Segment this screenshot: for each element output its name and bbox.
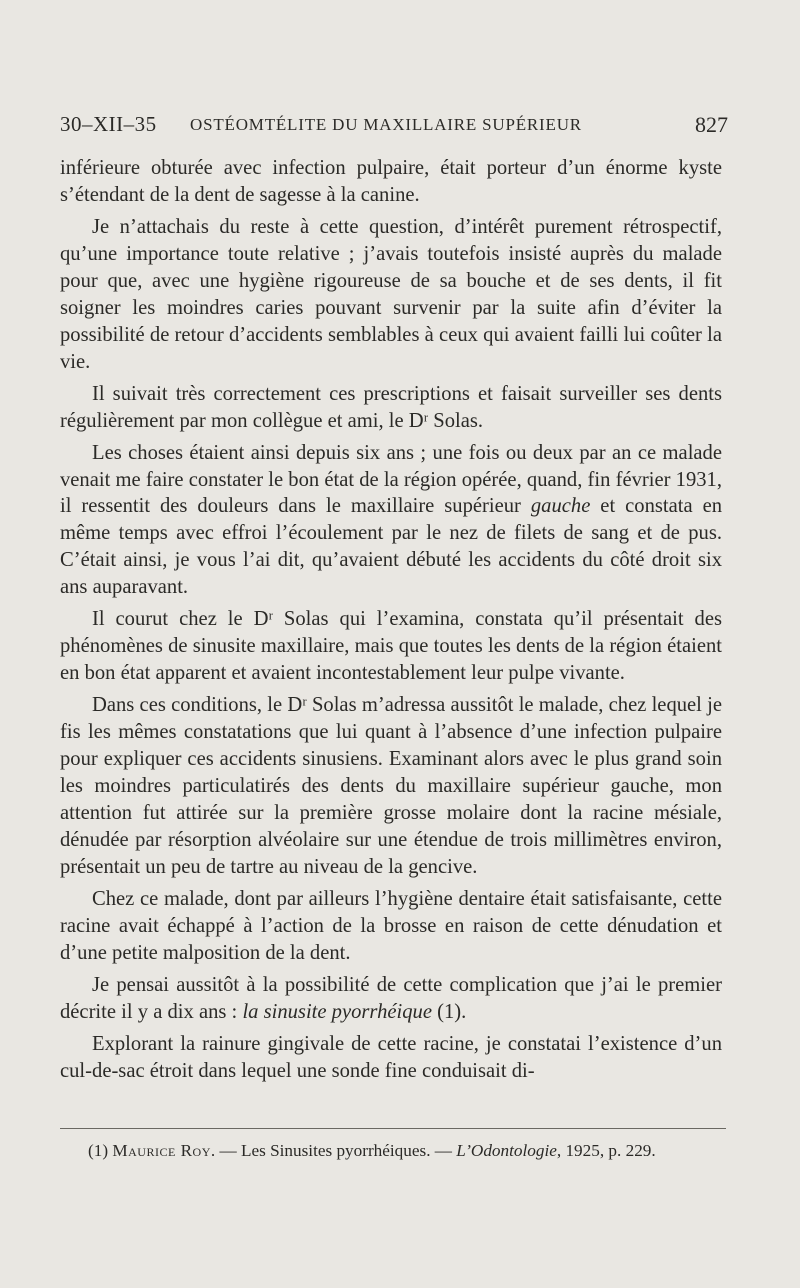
paragraph-text: Les choses étaient ainsi depuis six ans ; une fois ou deux par an ce malade venait me faire constater le bon état de la région opérée, quand, fin février 1931, il ressentit des douleurs dans le maxillaire supérieur bbox=[60, 441, 722, 518]
header-title: OSTÉOMTÉLITE DU MAXILLAIRE SUPÉRIEUR bbox=[190, 115, 582, 134]
running-header bbox=[60, 112, 728, 140]
paragraph-text: (1). bbox=[431, 1000, 467, 1023]
paragraph: Dans ces conditions, le Dʳ Solas m’adressa aussitôt le malade, chez lequel je fis les mêmes constatations que lui quant à l’absence d’une infection pulpaire pour expliquer ces accidents sinusiens. Examinant alors avec le plus grand soin les moindres particulatirés des dents du maxillaire supérieur gauche, mon attention fut attirée sur la première grosse molaire dont la racine mésiale, dénudée par résorption alvéolaire sur une étendue de trois millimètres environ, présentait un peu de tartre au niveau de la gencive. bbox=[60, 694, 722, 878]
footnote-reference: , 1925, p. 229. bbox=[556, 1141, 656, 1160]
emphasis-text: la sinusite pyorrhéique bbox=[242, 1000, 432, 1023]
footnote-title: . — Les Sinusites pyorrhéiques. — bbox=[210, 1141, 457, 1160]
footnote-journal: L’Odontologie bbox=[456, 1141, 557, 1160]
paragraph: inférieure obturée avec infection pulpaire, était porteur d’un énorme kyste s’étendant de la dent de sagesse à la canine. bbox=[60, 157, 722, 206]
paragraph: Chez ce malade, dont par ailleurs l’hygiène dentaire était satisfaisante, cette racine avait échappé à l’action de la brosse en raison de cette dénudation et d’une petite malposition de la dent. bbox=[60, 887, 722, 964]
paragraph: Explorant la rainure gingivale de cette racine, je constatai l’existence d’un cul-de-sac étroit dans lequel une sonde fine conduisait di- bbox=[60, 1032, 722, 1082]
paragraph-text: et constata en même temps avec effroi l’écoulement par le nez de filets de sang et de pus. C’était ainsi, je vous l’ai dit, qu’avaient débuté les accidents du côté droit six ans auparavant. bbox=[60, 495, 723, 599]
body-text bbox=[60, 155, 722, 1090]
paragraph bbox=[60, 972, 722, 1026]
paragraph: Il courut chez le Dʳ Solas qui l’examina, constata qu’il présentait des phénomènes de sinusite maxillaire, mais que toutes les dents de la région étaient en bon état apparent et avaient incontestablement leur pulpe vivante. bbox=[60, 608, 722, 685]
emphasis-text: gauche bbox=[530, 495, 591, 518]
header-date: 30–XII–35 bbox=[60, 112, 157, 136]
footnote-divider bbox=[60, 1128, 726, 1129]
paragraph bbox=[60, 440, 722, 601]
paragraph: Il suivait très correctement ces prescriptions et faisait surveiller ses dents régulièrement par mon collègue et ami, le Dʳ Solas. bbox=[60, 382, 722, 432]
paragraph-text: Je pensai aussitôt à la possibilité de cette complication que j’ai le premier décrite il y a dix ans : bbox=[60, 973, 722, 1023]
page-number: 827 bbox=[695, 112, 728, 137]
footnote-marker: (1) bbox=[88, 1141, 109, 1160]
footnote bbox=[60, 1140, 722, 1162]
paragraph: Je n’attachais du reste à cette question, d’intérêt purement rétrospectif, qu’une importance toute relative ; j’avais toutefois insisté auprès du malade pour que, avec une hygiène rigoureuse de sa bouche et de ses dents, il fit soigner les moindres caries pouvant survenir par la suite afin d’éviter la possibilité de retour d’accidents semblables à ceux qui avaient failli lui coûter la vie. bbox=[60, 216, 722, 373]
footnote-author: Maurice Roy bbox=[112, 1141, 211, 1160]
